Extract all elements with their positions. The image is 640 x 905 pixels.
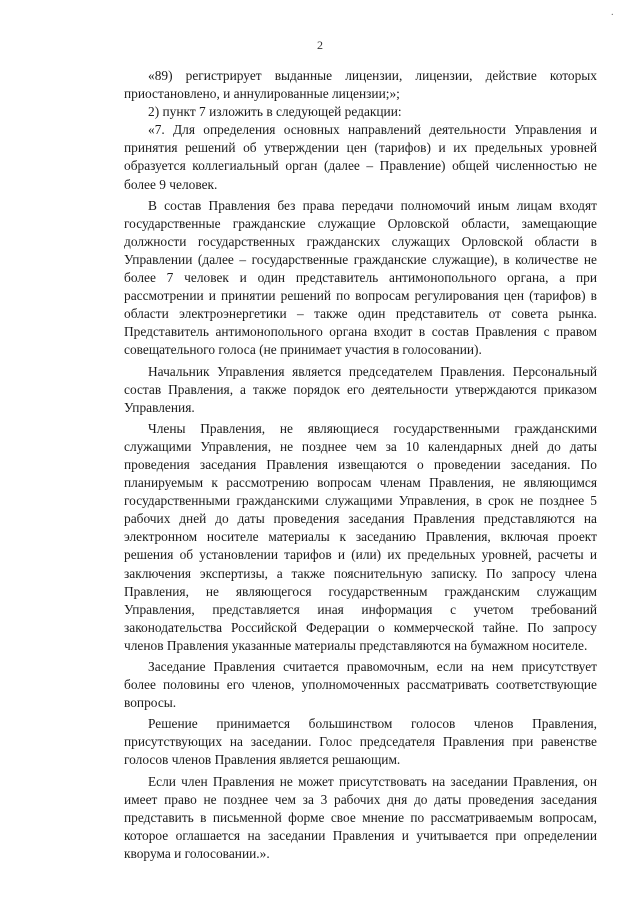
corner-mark: ·	[610, 10, 614, 21]
paragraph-item-89: «89) регистрирует выданные лицензии, лицензии, действие которых приостановлено, и аннулированные лицензии;»;	[124, 68, 597, 102]
paragraph-amendment-intro: 2) пункт 7 изложить в следующей редакции:	[148, 104, 402, 120]
document-body	[124, 67, 597, 863]
paragraph-board-composition: В состав Правления без права передачи полномочий иным лицам входят государственные гражданские служащие Орловской области, замещающие должности государственных гражданских служащих Орловской области в Управлении (далее – государственные гражданские служащие), в количестве не более 7 человек и один представитель антимонопольного органа, а при рассмотрении и принятии решений по вопросам регулирования цен (тарифов) в области электроэнергетики – также один представитель от совета рынка. Представитель антимонопольного органа входит в состав Правления с правом совещательного голоса (не принимает участия в голосовании).	[124, 197, 597, 358]
paragraph-absent-member: Если член Правления не может присутствовать на заседании Правления, он имеет право не позднее чем за 3 рабочих дня до даты проведения заседания представить в письменной форме свое мнение по рассматриваемым вопросам, которое оглашается на заседании Правления и учитывается при определении кворума и голосовании.».	[124, 773, 597, 861]
paragraph-decision: Решение принимается большинством голосов членов Правления, присутствующих на заседании. Голос председателя Правления при равенстве голосов членов Правления является решающим.	[124, 716, 597, 768]
paragraph-quorum: Заседание Правления считается правомочным, если на нем присутствует более половины его членов, уполномоченных рассматривать соответствующие вопросы.	[124, 659, 597, 711]
paragraph-board-chairman: Начальник Управления является председателем Правления. Персональный состав Правления, а также порядок его деятельности утверждаются приказом Управления.	[124, 363, 597, 415]
paragraph-item-7: «7. Для определения основных направлений деятельности Управления и принятия решений об утверждении цен (тарифов) и их предельных уровней образуется коллегиальный орган (далее – Правление) общей численностью не более 9 человек.	[124, 122, 597, 192]
paragraph-board-members-notice: Члены Правления, не являющиеся государственными гражданскими служащими Управления, не позднее чем за 10 календарных дней до даты проведения заседания Правления извещаются о проведении заседания. По планируемым к рассмотрению вопросам членам Правления, не являющимся государственными гражданскими служащими Управления, в срок не позднее 5 рабочих дней до даты проведения заседания Правления представляются на электронном носителе материалы к заседанию Правления, включая проект решения об установлении тарифов и (или) их предельных уровней, расчеты и заключения экспертизы, а также пояснительную записку. По запросу члена Правления, не являющегося государственным гражданским служащим Управления, представляется иная информация с учетом требований законодательства Российской Федерации о коммерческой тайне. По запросу членов Правления указанные материалы представляются на бумажном носителе.	[124, 420, 597, 653]
page-number: 2	[317, 38, 323, 52]
